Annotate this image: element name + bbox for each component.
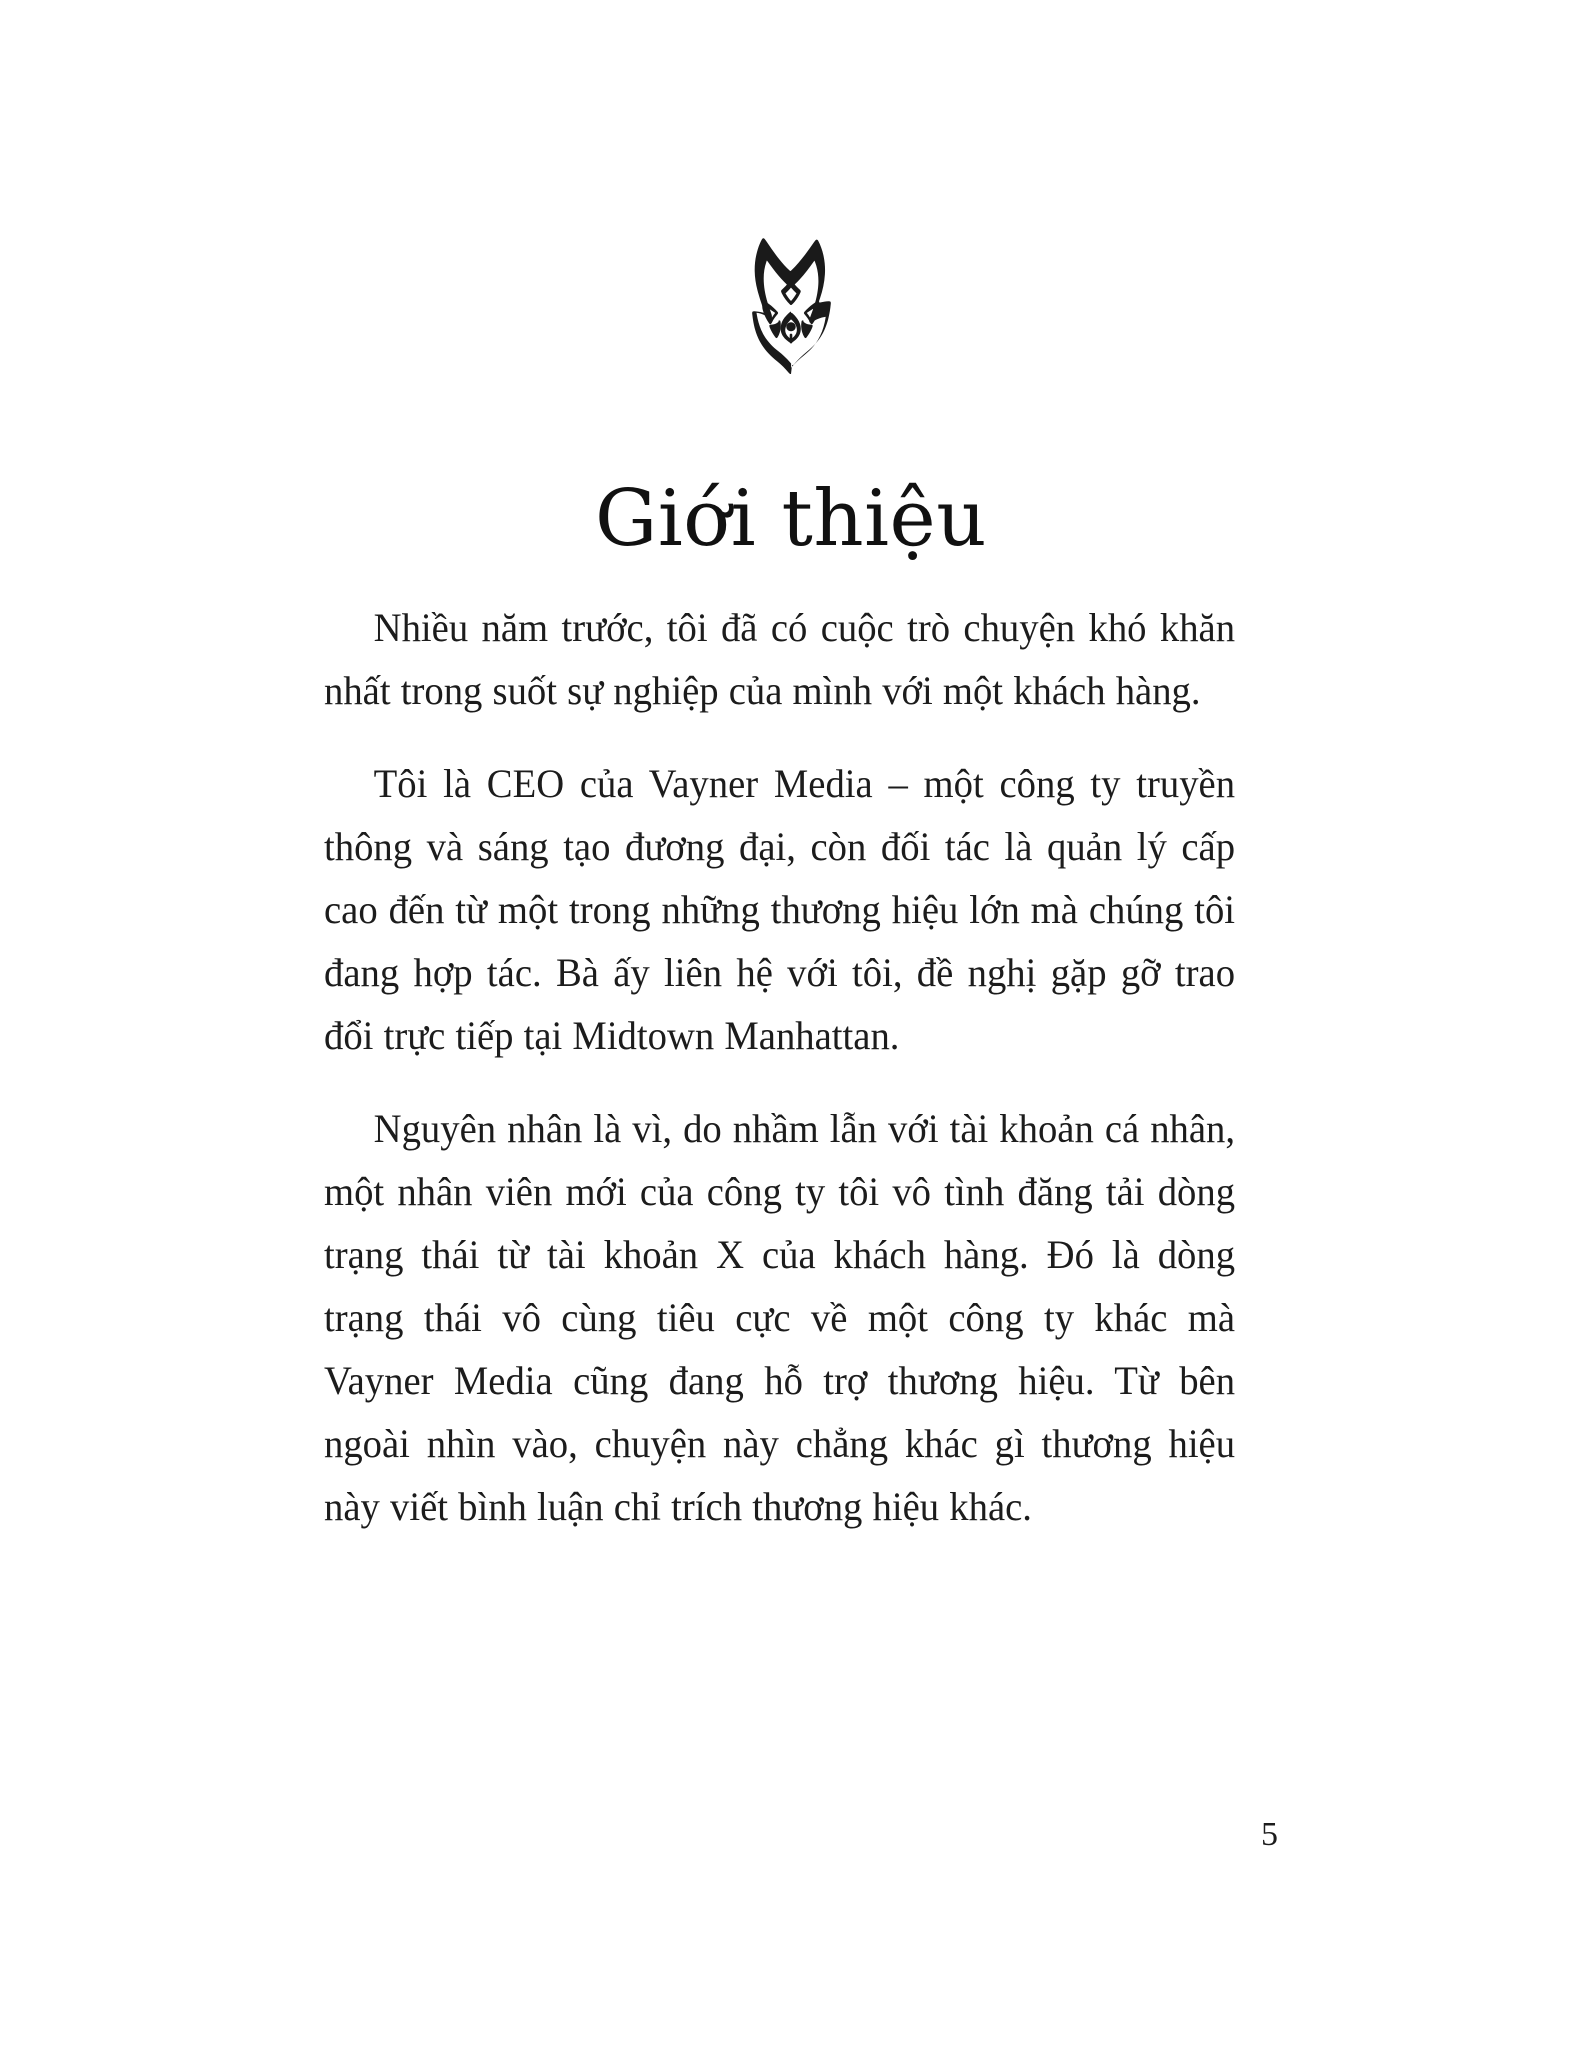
chapter-ornament [0,228,1582,374]
page-title: Giới thiệu [595,474,987,565]
paragraph: Nguyên nhân là vì, do nhầm lẫn với tài khoản cá nhân, một nhân viên mới của công ty tôi vô tình đăng tải dòng trạng thái từ tài khoản X của khách hàng. Đó là dòng trạng thái vô cùng tiêu cực về một công ty khác mà Vayner Media cũng đang hỗ trợ thương hiệu. Từ bên ngoài nhìn vào, chuyện này chẳng khác gì thương hiệu này viết bình luận chỉ trích thương hiệu khác. [324,1106,1236,1529]
wolf-head-icon [737,228,845,374]
body-text [324,596,1278,1538]
page-number: 5 [1261,1816,1278,1853]
paragraph: Tôi là CEO của Vayner Media – một công ty truyền thông và sáng tạo đương đại, còn đối tác là quản lý cấp cao đến từ một trong những thương hiệu lớn mà chúng tôi đang hợp tác. Bà ấy liên hệ với tôi, đề nghị gặp gỡ trao đổi trực tiếp tại Midtown Manhattan. [324,761,1236,1058]
paragraph: Nhiều năm trước, tôi đã có cuộc trò chuyện khó khăn nhất trong suốt sự nghiệp của mình với một khách hàng. [324,605,1236,713]
